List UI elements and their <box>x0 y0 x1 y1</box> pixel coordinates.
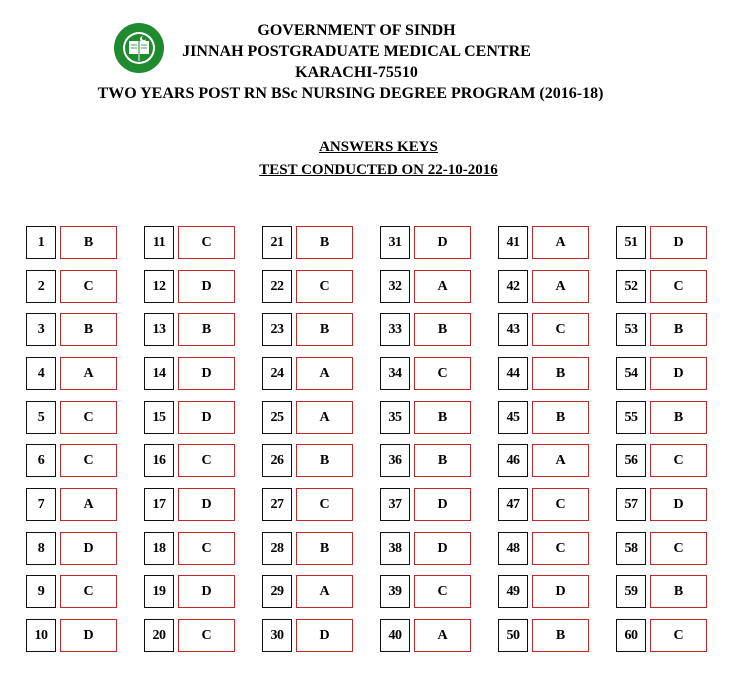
answer-value: C <box>178 226 235 259</box>
question-number: 41 <box>498 226 528 259</box>
question-number: 22 <box>262 270 292 303</box>
answer-value: C <box>296 270 353 303</box>
question-number: 18 <box>144 532 174 565</box>
answer-value: B <box>414 313 471 346</box>
question-number: 2 <box>26 270 56 303</box>
question-number: 25 <box>262 401 292 434</box>
answer-value: B <box>296 226 353 259</box>
answer-value: D <box>650 488 707 521</box>
question-number: 39 <box>380 575 410 608</box>
question-number: 21 <box>262 226 292 259</box>
answer-value: D <box>178 575 235 608</box>
header-program: TWO YEARS POST RN BSc NURSING DEGREE PROGRAM (2016-18) <box>97 85 604 102</box>
answer-value: A <box>414 270 471 303</box>
question-number: 43 <box>498 313 528 346</box>
question-number: 34 <box>380 357 410 390</box>
question-number: 1 <box>26 226 56 259</box>
answer-value: B <box>178 313 235 346</box>
question-number: 29 <box>262 575 292 608</box>
question-number: 24 <box>262 357 292 390</box>
answer-value: B <box>532 401 589 434</box>
question-number: 58 <box>616 532 646 565</box>
answer-value: C <box>60 444 117 477</box>
question-number: 33 <box>380 313 410 346</box>
answer-value: D <box>60 532 117 565</box>
answer-value: C <box>532 532 589 565</box>
answer-value: C <box>178 619 235 652</box>
question-number: 54 <box>616 357 646 390</box>
question-number: 9 <box>26 575 56 608</box>
question-number: 46 <box>498 444 528 477</box>
answer-value: C <box>532 313 589 346</box>
answer-value: C <box>60 401 117 434</box>
answer-value: C <box>414 575 471 608</box>
question-number: 57 <box>616 488 646 521</box>
question-number: 38 <box>380 532 410 565</box>
test-date-subtitle: TEST CONDUCTED ON 22-10-2016 <box>259 162 498 178</box>
answer-value: A <box>60 357 117 390</box>
answer-value: A <box>414 619 471 652</box>
question-number: 11 <box>144 226 174 259</box>
answer-value: B <box>296 444 353 477</box>
answer-value: C <box>650 619 707 652</box>
question-number: 19 <box>144 575 174 608</box>
answer-value: B <box>296 313 353 346</box>
answer-value: D <box>178 357 235 390</box>
answer-value: C <box>650 270 707 303</box>
answer-value: D <box>414 488 471 521</box>
question-number: 52 <box>616 270 646 303</box>
question-number: 27 <box>262 488 292 521</box>
header-city: KARACHI-75510 <box>295 64 418 81</box>
question-number: 55 <box>616 401 646 434</box>
answer-value: C <box>414 357 471 390</box>
answer-value: D <box>414 532 471 565</box>
question-number: 51 <box>616 226 646 259</box>
header-institution: JINNAH POSTGRADUATE MEDICAL CENTRE <box>182 43 531 60</box>
question-number: 14 <box>144 357 174 390</box>
question-number: 47 <box>498 488 528 521</box>
question-number: 49 <box>498 575 528 608</box>
answer-value: D <box>532 575 589 608</box>
answer-value: A <box>532 226 589 259</box>
answer-value: D <box>178 270 235 303</box>
answer-value: C <box>532 488 589 521</box>
question-number: 3 <box>26 313 56 346</box>
answer-value: C <box>60 575 117 608</box>
answer-value: C <box>178 444 235 477</box>
question-number: 53 <box>616 313 646 346</box>
question-number: 56 <box>616 444 646 477</box>
question-number: 17 <box>144 488 174 521</box>
answer-value: B <box>296 532 353 565</box>
answer-value: A <box>532 270 589 303</box>
answer-value: A <box>532 444 589 477</box>
answer-value: B <box>650 575 707 608</box>
answer-value: D <box>650 357 707 390</box>
question-number: 8 <box>26 532 56 565</box>
answer-value: A <box>296 357 353 390</box>
answer-value: B <box>60 226 117 259</box>
answer-value: D <box>178 488 235 521</box>
question-number: 48 <box>498 532 528 565</box>
answer-value: C <box>60 270 117 303</box>
answer-value: D <box>414 226 471 259</box>
answer-value: B <box>650 401 707 434</box>
answer-value: B <box>60 313 117 346</box>
question-number: 36 <box>380 444 410 477</box>
answer-value: D <box>296 619 353 652</box>
question-number: 40 <box>380 619 410 652</box>
question-number: 13 <box>144 313 174 346</box>
question-number: 7 <box>26 488 56 521</box>
question-number: 5 <box>26 401 56 434</box>
page-title: ANSWERS KEYS <box>319 139 438 155</box>
answer-value: B <box>650 313 707 346</box>
question-number: 31 <box>380 226 410 259</box>
question-number: 37 <box>380 488 410 521</box>
answer-value: D <box>178 401 235 434</box>
answer-value: C <box>650 444 707 477</box>
answer-value: C <box>178 532 235 565</box>
question-number: 10 <box>26 619 56 652</box>
question-number: 45 <box>498 401 528 434</box>
header-government: GOVERNMENT OF SINDH <box>257 22 456 39</box>
question-number: 32 <box>380 270 410 303</box>
answer-value: D <box>60 619 117 652</box>
answer-value: B <box>532 357 589 390</box>
question-number: 30 <box>262 619 292 652</box>
answer-value: A <box>296 401 353 434</box>
question-number: 6 <box>26 444 56 477</box>
question-number: 12 <box>144 270 174 303</box>
answer-value: B <box>414 401 471 434</box>
answer-value: D <box>650 226 707 259</box>
question-number: 23 <box>262 313 292 346</box>
question-number: 20 <box>144 619 174 652</box>
question-number: 44 <box>498 357 528 390</box>
question-number: 60 <box>616 619 646 652</box>
answer-value: A <box>60 488 117 521</box>
answer-value: B <box>532 619 589 652</box>
question-number: 4 <box>26 357 56 390</box>
question-number: 59 <box>616 575 646 608</box>
question-number: 28 <box>262 532 292 565</box>
question-number: 42 <box>498 270 528 303</box>
question-number: 16 <box>144 444 174 477</box>
answer-value: B <box>414 444 471 477</box>
question-number: 35 <box>380 401 410 434</box>
answer-value: C <box>650 532 707 565</box>
answer-value: C <box>296 488 353 521</box>
question-number: 50 <box>498 619 528 652</box>
question-number: 15 <box>144 401 174 434</box>
question-number: 26 <box>262 444 292 477</box>
answer-value: A <box>296 575 353 608</box>
